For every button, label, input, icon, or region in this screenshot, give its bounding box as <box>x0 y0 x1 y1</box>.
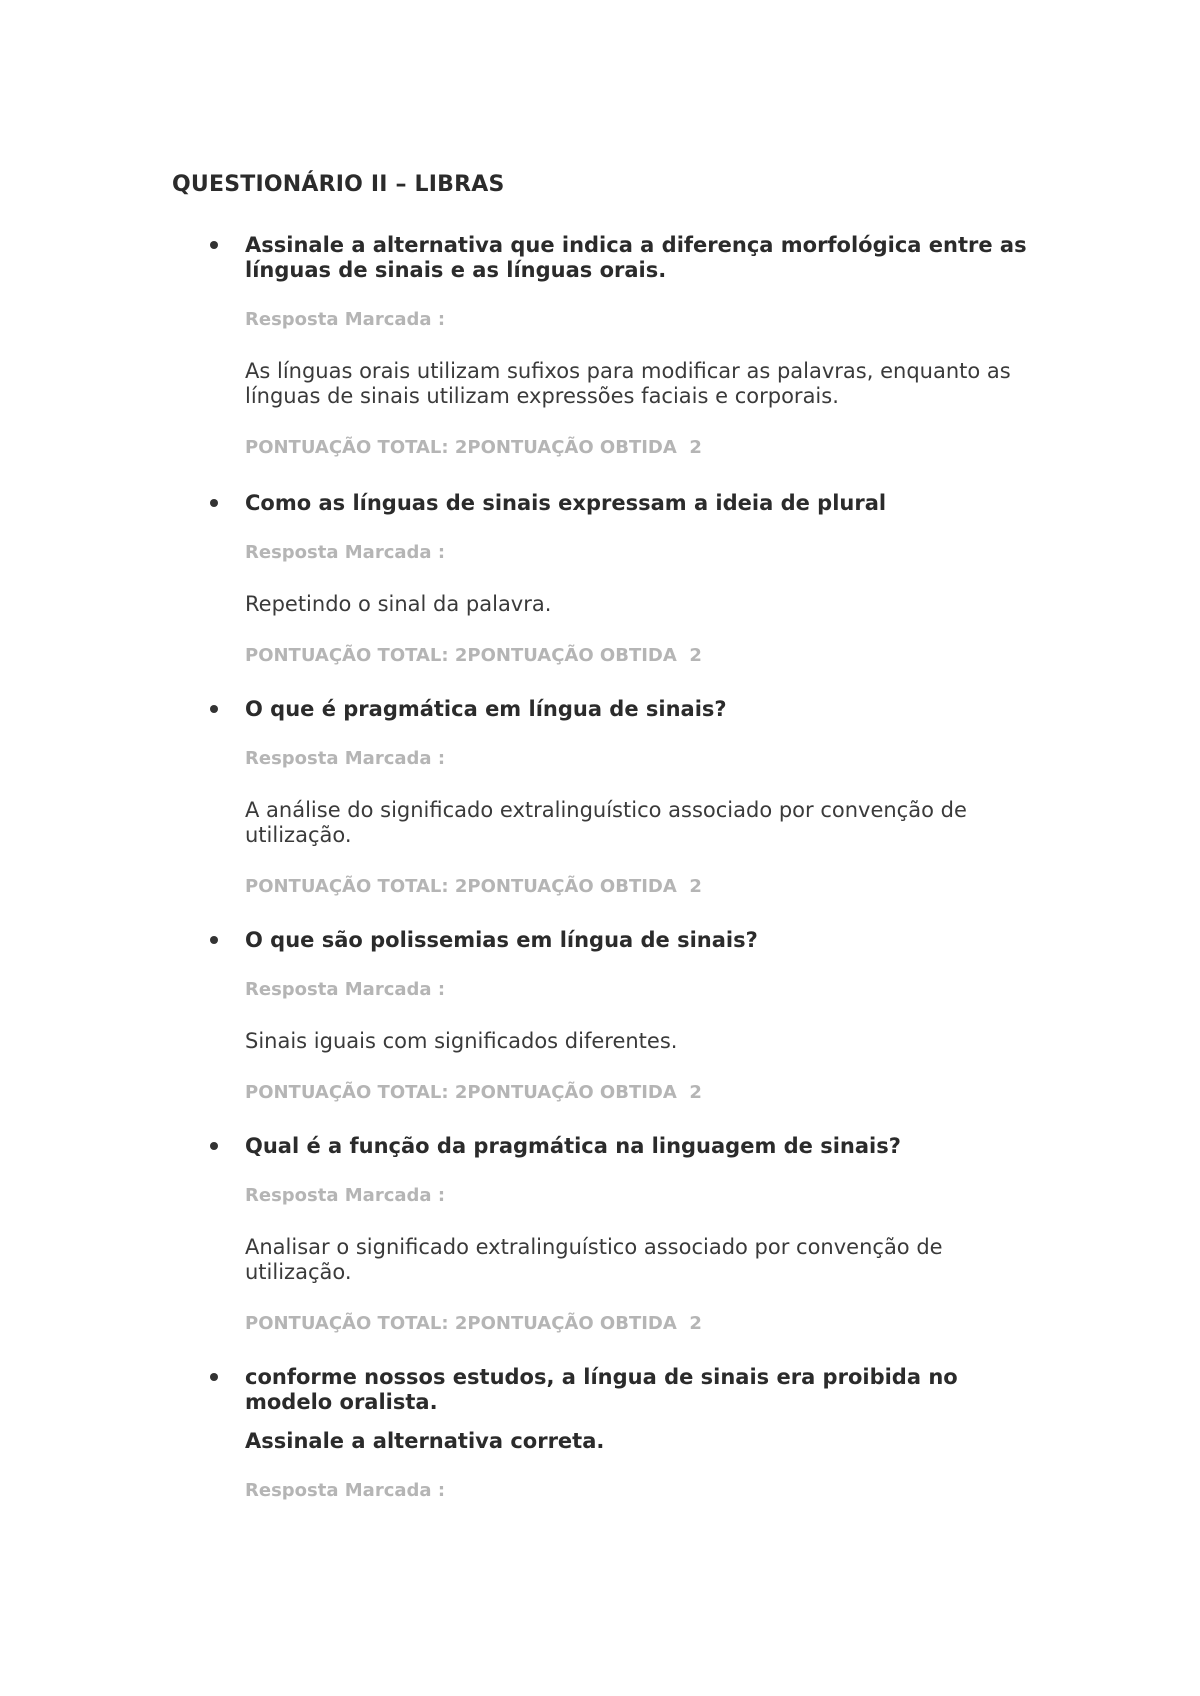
answer-text: As línguas orais utilizam sufixos para modificar as palavras, enquanto as línguas de sinais utilizam expressões faciais e corporais. <box>245 359 1011 408</box>
question-item-2 <box>172 491 1052 667</box>
answer-text: Analisar o significado extralinguístico associado por convenção de utilização. <box>245 1235 943 1284</box>
response-label: Resposta Marcada : <box>245 1480 446 1501</box>
bullet-icon <box>210 241 218 249</box>
score-text: PONTUAÇÃO TOTAL: 2PONTUAÇÃO OBTIDA 2 <box>245 645 702 666</box>
question-text: conforme nossos estudos, a língua de sinais era proibida no modelo oralista. <box>245 1365 958 1414</box>
score-text: PONTUAÇÃO TOTAL: 2PONTUAÇÃO OBTIDA 2 <box>245 1082 702 1103</box>
bullet-icon <box>210 1142 218 1150</box>
question-item-1 <box>172 233 1052 459</box>
question-text: Assinale a alternativa que indica a diferença morfológica entre as línguas de sinais e as línguas orais. <box>245 233 1027 282</box>
bullet-icon <box>210 936 218 944</box>
question-text: O que são polissemias em língua de sinais? <box>245 928 758 952</box>
answer-text: A análise do significado extralinguístico associado por convenção de utilização. <box>245 798 967 847</box>
score-text: PONTUAÇÃO TOTAL: 2PONTUAÇÃO OBTIDA 2 <box>245 437 702 458</box>
question-item-5 <box>172 1134 1052 1335</box>
question-item-6 <box>172 1365 1052 1502</box>
response-label: Resposta Marcada : <box>245 979 446 1000</box>
answer-text: Repetindo o sinal da palavra. <box>245 592 552 616</box>
question-item-4 <box>172 928 1052 1104</box>
page-title: QUESTIONÁRIO II – LIBRAS <box>172 172 505 197</box>
question-text: Como as línguas de sinais expressam a ideia de plural <box>245 491 887 515</box>
bullet-icon <box>210 499 218 507</box>
question-item-3 <box>172 697 1052 898</box>
score-text: PONTUAÇÃO TOTAL: 2PONTUAÇÃO OBTIDA 2 <box>245 1313 702 1334</box>
response-label: Resposta Marcada : <box>245 309 446 330</box>
question-instruction: Assinale a alternativa correta. <box>245 1429 605 1453</box>
response-label: Resposta Marcada : <box>245 1185 446 1206</box>
question-text: Qual é a função da pragmática na linguagem de sinais? <box>245 1134 901 1158</box>
bullet-icon <box>210 1373 218 1381</box>
bullet-icon <box>210 705 218 713</box>
question-text: O que é pragmática em língua de sinais? <box>245 697 727 721</box>
score-text: PONTUAÇÃO TOTAL: 2PONTUAÇÃO OBTIDA 2 <box>245 876 702 897</box>
answer-text: Sinais iguais com significados diferentes. <box>245 1029 678 1053</box>
response-label: Resposta Marcada : <box>245 542 446 563</box>
response-label: Resposta Marcada : <box>245 748 446 769</box>
